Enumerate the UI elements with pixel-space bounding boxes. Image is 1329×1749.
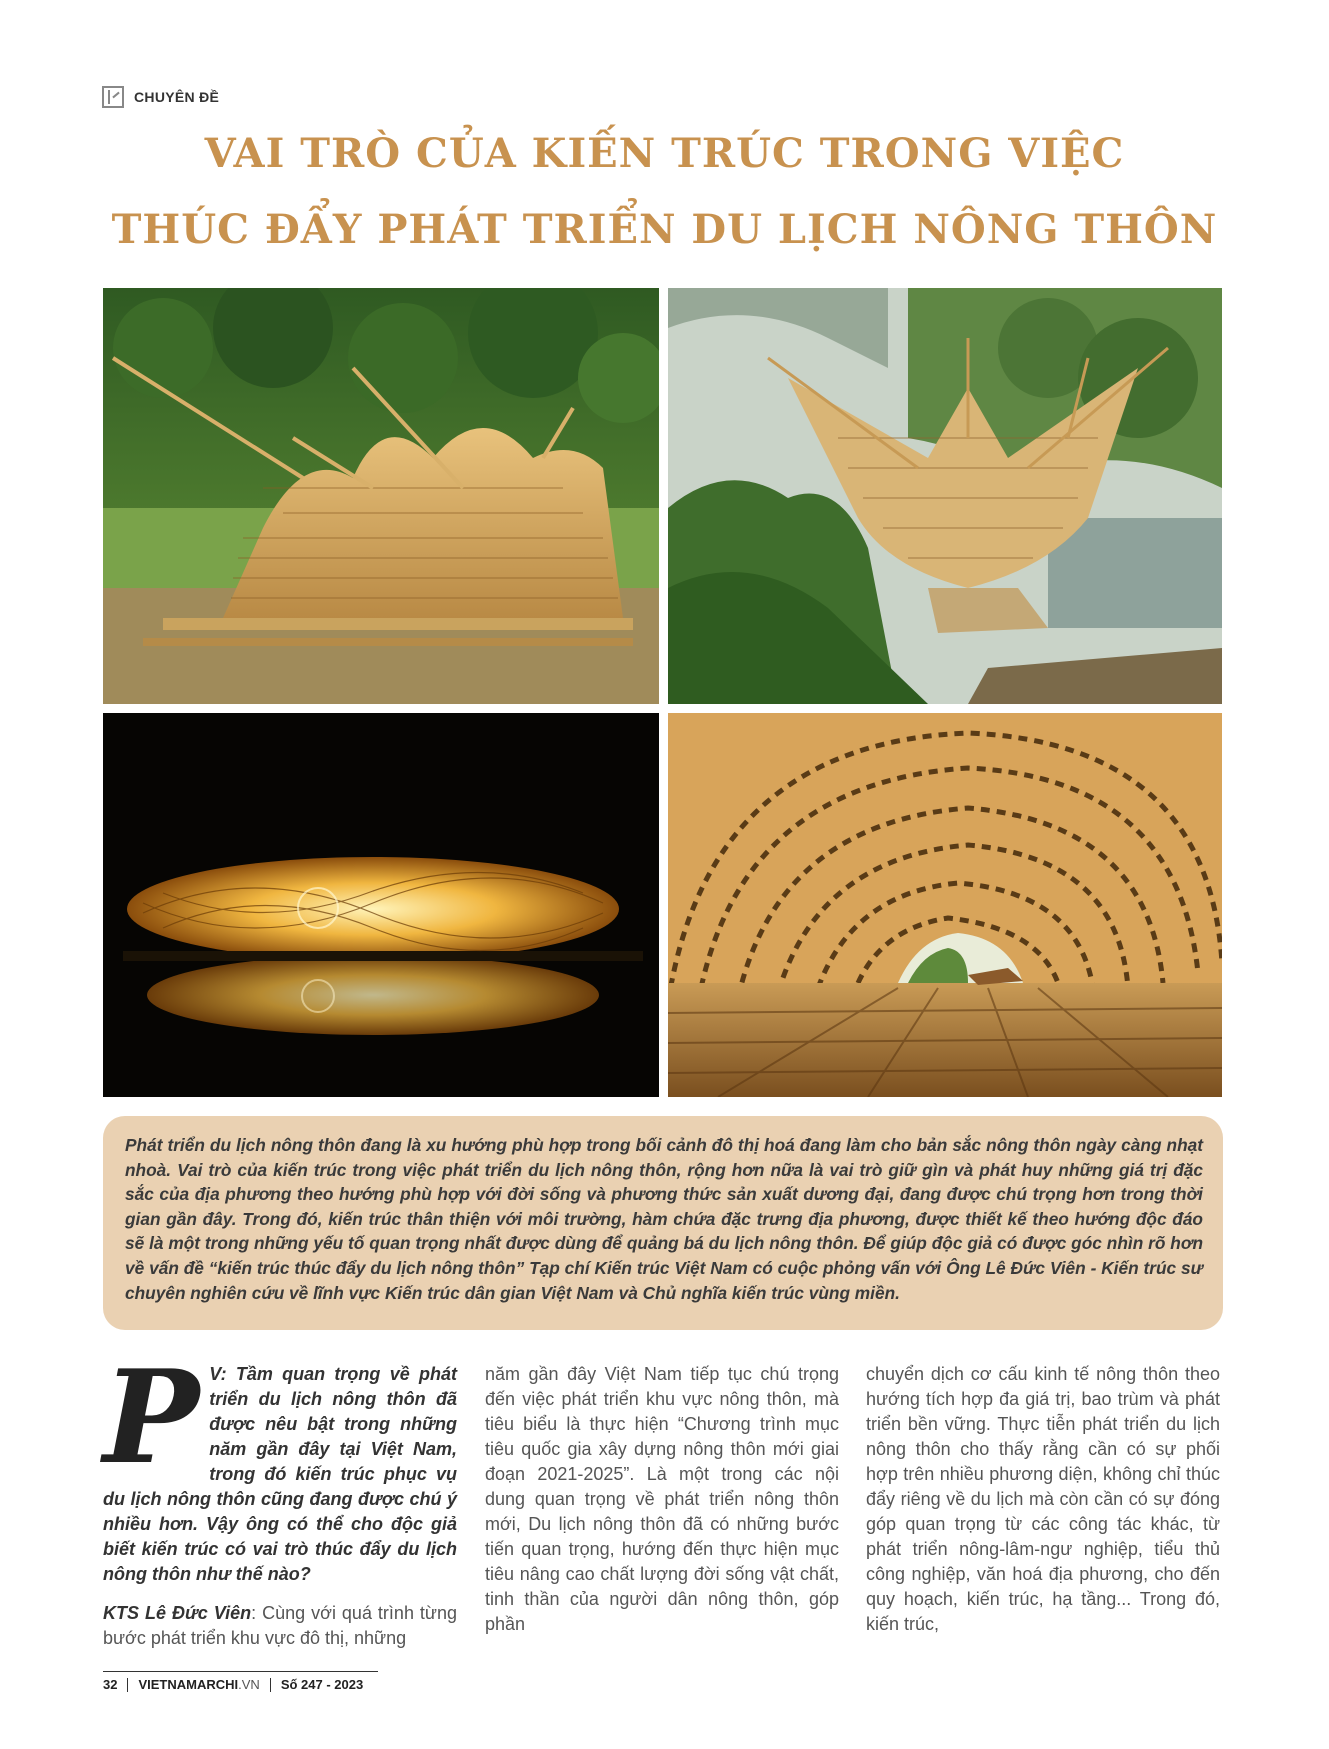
photo-illuminated-bamboo-dome-night [103,713,659,1097]
photo-bamboo-structure-by-water [668,288,1222,704]
article-column-3 [866,1362,1220,1637]
article-title-line-1: VAI TRÒ CỦA KIẾN TRÚC TRONG VIỆC [204,130,1125,177]
interview-question: V: Tầm quan trọng về phát triển du lịch nông thôn đã được nêu bật trong những năm gần đây tại Việt Nam, trong đó kiến trúc phục vụ du lịch nông thôn cũng đang được chú ý nhiều hơn. Vậy ông có thể cho độc giả biết kiến trúc có vai trò thúc đẩy du lịch nông thôn như thế nào? [103,1364,457,1584]
article-column-1 [103,1343,458,1651]
dropcap: P [103,1343,200,1493]
answer-text-start: : Cùng với quá trình từng bước phát triển khu vực đô thị, những [103,1603,458,1648]
footer-divider [270,1678,271,1692]
section-label: CHUYÊN ĐỀ [134,89,220,105]
section-tag [102,86,219,108]
page-number: 32 [103,1677,118,1692]
answer-text-col3: chuyển dịch cơ cấu kinh tế nông thôn theo hướng tích hợp đa giá trị, bao trùm và phát triển bền vững. Thực tiễn phát triển du lịch nông thôn cho thấy rằng cần có sự phối hợp trên nhiều phương diện, không chỉ thúc đẩy riêng về du lịch mà còn cần có sự đóng góp quan trọng từ các công tác khác, từ phát triển nông-lâm-ngư nghiệp, tiểu thủ công nghiệp, văn hoá địa phương, cho đến quy hoạch, kiến trúc, hạ tầng... Trong đó, kiến trúc, [866,1364,1220,1634]
article-title-line-2: THÚC ĐẨY PHÁT TRIỂN DU LỊCH NÔNG THÔN [111,206,1218,253]
brand-name: VIETNAMARCHI [138,1677,239,1692]
photo-bamboo-pavilion-field [103,288,659,704]
article-column-2 [485,1362,839,1637]
footer-rule [103,1671,378,1672]
magazine-brand [138,1677,259,1692]
page-footer [103,1677,363,1692]
issue-number: Số 247 - 2023 [280,1677,364,1692]
magazine-logo-icon [102,86,124,108]
intro-box [103,1116,1223,1330]
answer-text-col2: năm gần đây Việt Nam tiếp tục chú trọng đến việc phát triển khu vực nông thôn, mà tiêu biểu là thực hiện “Chương trình mục tiêu quốc gia xây dựng nông thôn mới giai đoạn 2021-2025”. Là một trong các nội dung quan trọng về phát triển nông thôn mới, Du lịch nông thôn đã có những bước tiến quan trọng, hướng đến thực hiện mục tiêu nâng cao chất lượng đời sống vật chất, tinh thần của người dân nông thôn, góp phần [485,1364,839,1634]
interviewee-name: KTS Lê Đức Viên [103,1603,252,1623]
brand-suffix: .VN [238,1677,260,1692]
photo-bamboo-tunnel-interior [668,713,1222,1097]
intro-text: Phát triển du lịch nông thôn đang là xu hướng phù hợp trong bối cảnh đô thị hoá đang làm cho bản sắc nông thôn ngày càng nhạt nhoà. Vai trò của kiến trúc trong việc phát triển du lịch nông thôn, rộng hơn nữa là vai trò giữ gìn và phát huy những giá trị đặc sắc của địa phương theo hướng phù hợp với đời sống và phương thức sản xuất dương đại, đang được chú trọng hơn trong thời gian gần đây. Trong đó, kiến trúc thân thiện với môi trường, hàm chứa đặc trưng địa phương, được thiết kế theo hướng độc đáo sẽ là một trong những yếu tố quan trọng nhất được dùng để quảng bá du lịch nông thôn. Để giúp độc giả có được góc nhìn rõ hơn về vấn đề “kiến trúc thúc đẩy du lịch nông thôn” Tạp chí Kiến trúc Việt Nam có cuộc phỏng vấn với Ông Lê Đức Viên - Kiến trúc sư chuyên nghiên cứu về lĩnh vực Kiến trúc dân gian Việt Nam và Chủ nghĩa kiến trúc vùng miền. [125,1135,1203,1303]
footer-divider [127,1678,128,1692]
